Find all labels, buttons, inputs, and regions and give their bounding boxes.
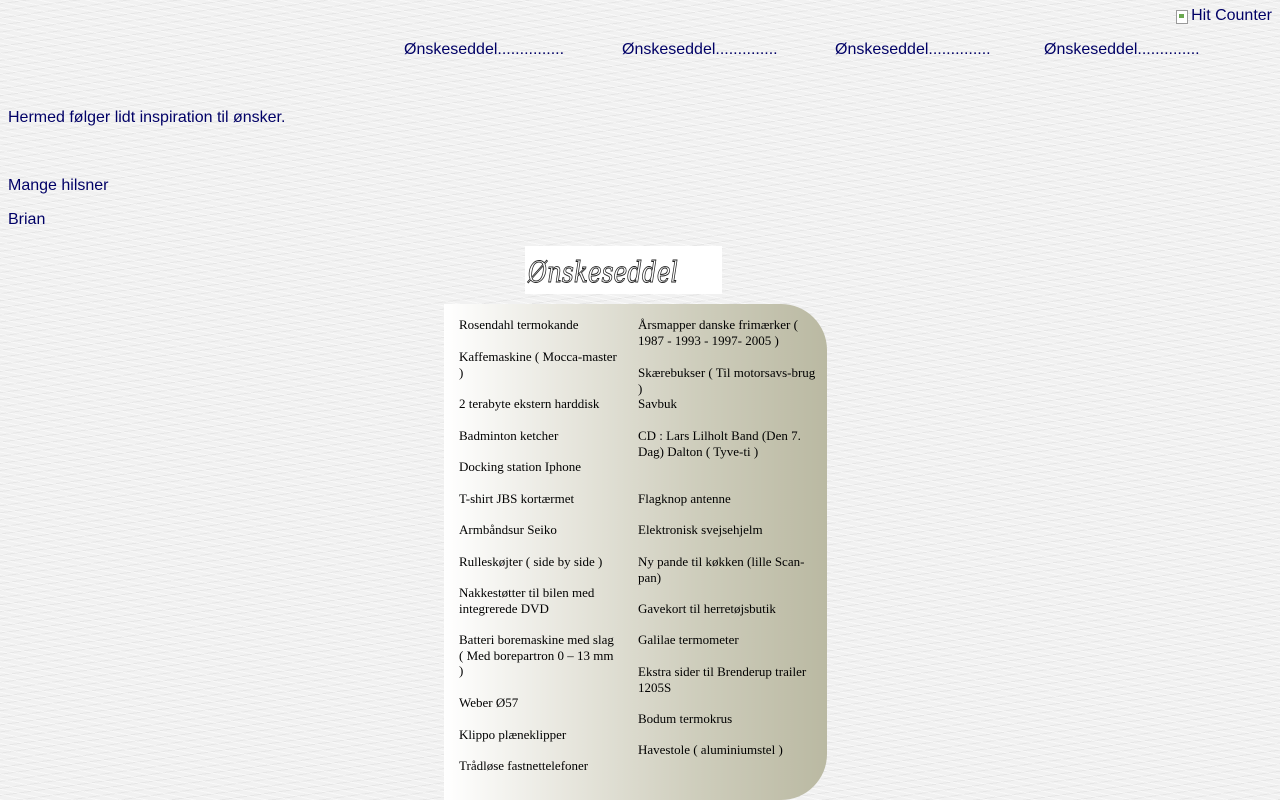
nav-link-onskeseddel-4[interactable]: Ønskeseddel.............. <box>1044 41 1200 58</box>
wish-item-left: Trådløse fastnettelefoner <box>459 758 589 773</box>
script-title-text: Ønskeseddel <box>527 255 678 289</box>
wish-item-left: 2 terabyte ekstern harddisk <box>459 396 600 411</box>
wish-item-right: Bodum termokrus <box>638 711 733 726</box>
nav-link-onskeseddel-3[interactable]: Ønskeseddel.............. <box>835 41 991 58</box>
wish-item-right: Årsmapper danske frimærker ( 1987 - 1993 - 1997- 2005 ) <box>638 317 798 348</box>
wish-item-right: Havestole ( aluminiumstel ) <box>638 742 783 757</box>
nav-link-onskeseddel-2[interactable]: Ønskeseddel.............. <box>622 41 778 58</box>
wish-item-left: Nakkestøtter til bilen med integrerede DVD <box>459 585 595 616</box>
wish-item-left: Klippo plæneklipper <box>459 727 567 742</box>
hit-counter-image <box>1175 7 1272 25</box>
wish-item-left: Armbåndsur Seiko <box>459 522 557 537</box>
wish-item-left: Rosendahl termokande <box>459 317 579 332</box>
wish-item-right: Gavekort til herretøjsbutik <box>638 601 776 616</box>
wish-item-left: Docking station Iphone <box>459 459 582 474</box>
nav-links <box>0 41 1280 63</box>
greeting-text: Mange hilsner <box>8 177 109 194</box>
wishlist-title-banner <box>525 246 722 294</box>
wish-item-left: Weber Ø57 <box>459 695 519 710</box>
wish-item-right: Flagknop antenne <box>638 491 731 506</box>
script-title <box>525 246 722 294</box>
wish-item-right: Elektronisk svejsehjelm <box>638 522 763 537</box>
wish-item-right: CD : Lars Lilholt Band (Den 7. Dag) Dalton ( Tyve-ti ) <box>638 428 801 459</box>
wish-item-left: Batteri boremaskine med slag ( Med borepartron 0 – 13 mm ) <box>459 632 614 678</box>
wish-item-left: T-shirt JBS kortærmet <box>459 491 575 506</box>
hit-counter-alt-text: Hit Counter <box>1191 7 1272 24</box>
wishlist-panel <box>444 304 827 800</box>
wish-item-right: Savbuk <box>638 396 677 411</box>
wish-item-left: Badminton ketcher <box>459 428 559 443</box>
intro-text: Hermed følger lidt inspiration til ønsker. <box>8 109 286 126</box>
wish-item-right: Ny pande til køkken (lille Scan-pan) <box>638 554 805 585</box>
wish-item-right: Skærebukser ( Til motorsavs-brug ) <box>638 365 816 396</box>
signature-text: Brian <box>8 211 46 228</box>
wish-item-left: Kaffemaskine ( Mocca-master ) <box>459 349 617 380</box>
nav-link-onskeseddel-1[interactable]: Ønskeseddel............... <box>404 41 565 58</box>
broken-image-icon <box>1175 8 1189 24</box>
wish-item-left: Rulleskøjter ( side by side ) <box>459 554 603 569</box>
wish-item-right: Ekstra sider til Brenderup trailer 1205S <box>638 664 807 695</box>
wish-item-right: Galilae termometer <box>638 632 739 647</box>
